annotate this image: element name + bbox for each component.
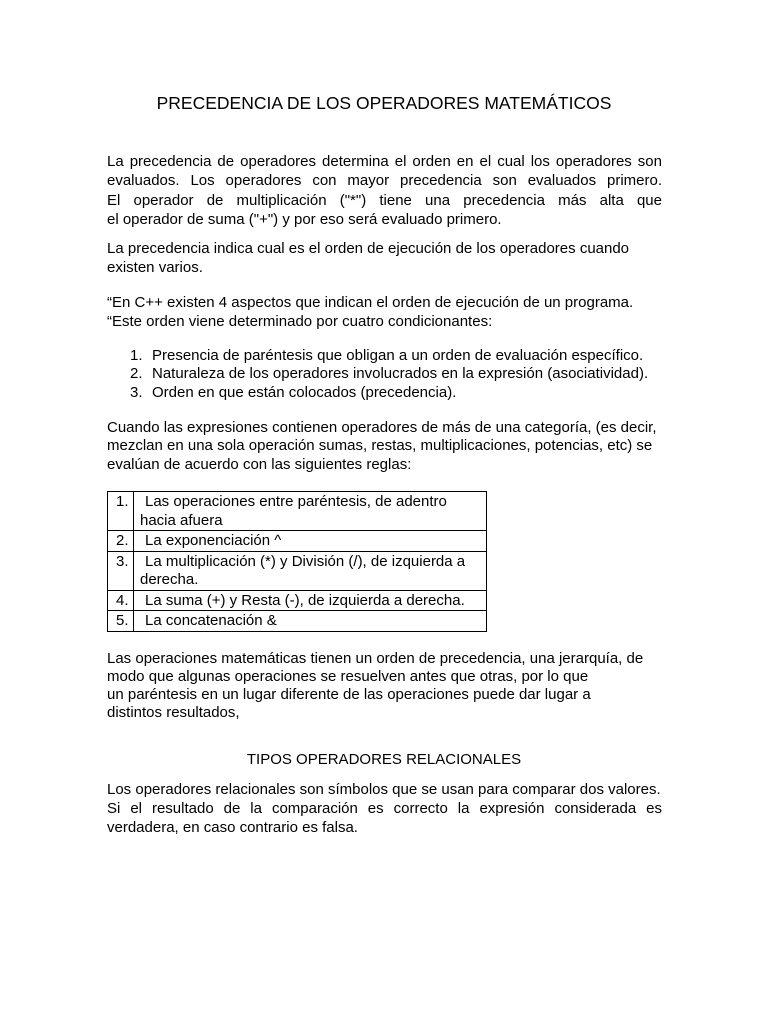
list-item-text: Naturaleza de los operadores involucrados en la expresión (asociatividad). bbox=[152, 365, 649, 382]
section-heading: TIPOS OPERADORES RELACIONALES bbox=[246, 750, 522, 768]
paragraph-line: mezclan en una sola operación sumas, restas, multiplicaciones, potencias, etc) se bbox=[107, 437, 653, 454]
definition-paragraph bbox=[107, 239, 662, 277]
aspects-paragraph bbox=[107, 293, 662, 331]
paragraph-line: modo que algunas operaciones se resuelven antes que otras, por lo que bbox=[107, 667, 589, 685]
table-row bbox=[108, 530, 486, 551]
table-row bbox=[108, 551, 486, 590]
paragraph-line: Las operaciones matemáticas tienen un orden de precedencia, una jerarquía, de bbox=[107, 649, 644, 667]
list-item-text: Presencia de paréntesis que obligan a un orden de evaluación específico. bbox=[152, 346, 644, 364]
paragraph-line: un paréntesis en un lugar diferente de las operaciones puede dar lugar a bbox=[107, 685, 591, 703]
rule-number: 4. bbox=[108, 591, 134, 611]
paragraph-line: distintos resultados, bbox=[107, 704, 240, 722]
paragraph-line: “Este orden viene determinado por cuatro condicionantes: bbox=[107, 312, 493, 330]
list-item-number: 3. bbox=[130, 383, 143, 401]
list-item-text: Orden en que están colocados (precedencia). bbox=[152, 383, 457, 401]
paragraph-line: La precedencia indica cual es el orden de ejecución de los operadores cuando bbox=[107, 239, 630, 257]
paragraph-line: el operador de suma ("+") y por eso será evaluado primero. bbox=[107, 211, 502, 229]
rule-text-line: derecha. bbox=[140, 571, 199, 588]
paragraph-line: El operador de multiplicación ("*") tiene una precedencia más alta que bbox=[107, 191, 662, 209]
list-item-number: 2. bbox=[130, 365, 143, 382]
list-item bbox=[107, 384, 662, 403]
table-row bbox=[108, 492, 486, 530]
rule-number: 5. bbox=[108, 611, 134, 631]
hierarchy-paragraph bbox=[107, 650, 662, 723]
paragraph-line: evalúan de acuerdo con las siguientes reglas: bbox=[107, 455, 412, 473]
rules-table bbox=[107, 491, 487, 632]
paragraph-line: “En C++ existen 4 aspectos que indican el orden de ejecución de un programa. bbox=[107, 293, 634, 311]
rule-text bbox=[134, 552, 486, 590]
paragraph-line: Los operadores relacionales son símbolos que se usan para comparar dos valores. bbox=[107, 780, 661, 798]
paragraph-line: evaluados. Los operadores con mayor precedencia son evaluados primero. bbox=[107, 172, 662, 190]
paragraph-line: Si el resultado de la comparación es correcto la expresión considerada es bbox=[107, 799, 662, 817]
rule-number: 2. bbox=[108, 531, 134, 551]
rule-text bbox=[134, 591, 486, 611]
table-row bbox=[108, 610, 486, 631]
rule-text-line: La multiplicación (*) y División (/), de izquierda a bbox=[145, 552, 466, 570]
rule-text-line: hacia afuera bbox=[140, 511, 223, 529]
rules-intro-paragraph bbox=[107, 419, 662, 475]
paragraph-line: existen varios. bbox=[107, 258, 203, 276]
intro-paragraph bbox=[107, 152, 662, 230]
aspects-list bbox=[107, 347, 662, 403]
rule-text bbox=[134, 531, 486, 551]
paragraph-line: Cuando las expresiones contienen operadores de más de una categoría, (es decir, bbox=[107, 418, 657, 436]
list-item bbox=[107, 365, 662, 384]
rule-number: 3. bbox=[108, 552, 134, 590]
paragraph-line: verdadera, en caso contrario es falsa. bbox=[107, 818, 358, 836]
list-item bbox=[107, 347, 662, 366]
rule-text bbox=[134, 611, 486, 631]
rule-text-line: Las operaciones entre paréntesis, de adentro bbox=[145, 493, 447, 510]
rule-text-line: La concatenación & bbox=[145, 612, 277, 629]
paragraph-line: La precedencia de operadores determina el orden en el cual los operadores son bbox=[107, 152, 662, 170]
table-row bbox=[108, 590, 486, 611]
rule-text-line: La suma (+) y Resta (-), de izquierda a derecha. bbox=[145, 591, 465, 609]
list-item-number: 1. bbox=[130, 346, 143, 364]
relational-paragraph bbox=[107, 780, 662, 837]
page-title: PRECEDENCIA DE LOS OPERADORES MATEMÁTICOS bbox=[156, 93, 612, 113]
rule-number: 1. bbox=[108, 492, 134, 530]
rule-text bbox=[134, 492, 486, 530]
rule-text-line: La exponenciación ^ bbox=[145, 532, 282, 549]
